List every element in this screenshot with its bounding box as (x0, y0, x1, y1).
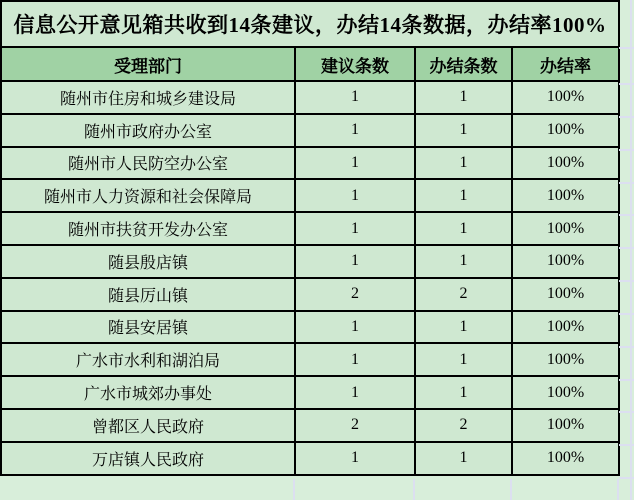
rate-cell: 100% (512, 409, 619, 442)
suggestions-cell: 1 (295, 147, 415, 180)
rate-cell: 100% (512, 114, 619, 147)
table-row (1, 81, 619, 114)
column-header-completed: 办结条数 (415, 47, 512, 81)
gridline (510, 479, 512, 500)
gridline (619, 346, 634, 348)
completed-cell: 1 (415, 442, 512, 475)
rate-cell: 100% (512, 81, 619, 114)
gridline (619, 182, 634, 184)
department-cell: 随县厉山镇 (1, 278, 295, 311)
department-cell: 广水市城郊办事处 (1, 376, 295, 409)
suggestions-cell: 1 (295, 376, 415, 409)
department-cell: 随州市政府办公室 (1, 114, 295, 147)
gridline (619, 247, 634, 249)
table-row (1, 442, 619, 475)
gridline (619, 444, 634, 446)
suggestions-cell: 1 (295, 81, 415, 114)
table-row (1, 147, 619, 180)
department-cell: 广水市水利和湖泊局 (1, 343, 295, 376)
completed-cell: 2 (415, 409, 512, 442)
gridline (619, 379, 634, 381)
table-title: 信息公开意见箱共收到14条建议，办结14条数据，办结率100% (1, 1, 619, 47)
department-cell: 万店镇人民政府 (1, 442, 295, 475)
completed-cell: 1 (415, 114, 512, 147)
table-row (1, 376, 619, 409)
department-cell: 随州市住房和城乡建设局 (1, 81, 295, 114)
gridline (619, 149, 634, 151)
table-row (1, 179, 619, 212)
table-row (1, 245, 619, 278)
rate-cell: 100% (512, 343, 619, 376)
suggestions-cell: 1 (295, 212, 415, 245)
gridline (617, 479, 619, 500)
table-title-row (1, 1, 619, 47)
suggestions-cell: 1 (295, 311, 415, 344)
gridline (619, 477, 634, 479)
department-cell: 曾都区人民政府 (1, 409, 295, 442)
completed-cell: 1 (415, 245, 512, 278)
gridline (619, 47, 634, 49)
rate-cell: 100% (512, 212, 619, 245)
table-row (1, 278, 619, 311)
gridline (619, 83, 634, 85)
table-row (1, 343, 619, 376)
suggestions-cell: 1 (295, 442, 415, 475)
gridline (619, 280, 634, 282)
rate-cell: 100% (512, 442, 619, 475)
completed-cell: 1 (415, 81, 512, 114)
table-row (1, 409, 619, 442)
gridline (413, 479, 415, 500)
column-header-suggestions: 建议条数 (295, 47, 415, 81)
completed-cell: 1 (415, 343, 512, 376)
department-cell: 随州市人民防空办公室 (1, 147, 295, 180)
gridline (619, 411, 634, 413)
gridline (619, 116, 634, 118)
table-header-row (1, 47, 619, 81)
rate-cell: 100% (512, 147, 619, 180)
rate-cell: 100% (512, 376, 619, 409)
table-row (1, 311, 619, 344)
department-cell: 随州市扶贫开发办公室 (1, 212, 295, 245)
completed-cell: 1 (415, 212, 512, 245)
suggestions-cell: 1 (295, 114, 415, 147)
column-header-department: 受理部门 (1, 47, 295, 81)
department-cell: 随县安居镇 (1, 311, 295, 344)
table-row (1, 114, 619, 147)
gridline (619, 313, 634, 315)
completed-cell: 1 (415, 311, 512, 344)
rate-cell: 100% (512, 179, 619, 212)
rate-cell: 100% (512, 311, 619, 344)
rate-cell: 100% (512, 245, 619, 278)
department-cell: 随州市人力资源和社会保障局 (1, 179, 295, 212)
column-header-rate: 办结率 (512, 47, 619, 81)
gridline (619, 214, 634, 216)
completed-cell: 1 (415, 147, 512, 180)
suggestions-cell: 1 (295, 343, 415, 376)
completed-cell: 2 (415, 278, 512, 311)
table-row (1, 212, 619, 245)
suggestions-cell: 2 (295, 278, 415, 311)
gridline (630, 0, 632, 500)
gridline (293, 479, 295, 500)
suggestions-cell: 2 (295, 409, 415, 442)
department-cell: 随县殷店镇 (1, 245, 295, 278)
suggestions-cell: 1 (295, 179, 415, 212)
suggestions-cell: 1 (295, 245, 415, 278)
completed-cell: 1 (415, 376, 512, 409)
rate-cell: 100% (512, 278, 619, 311)
completed-cell: 1 (415, 179, 512, 212)
